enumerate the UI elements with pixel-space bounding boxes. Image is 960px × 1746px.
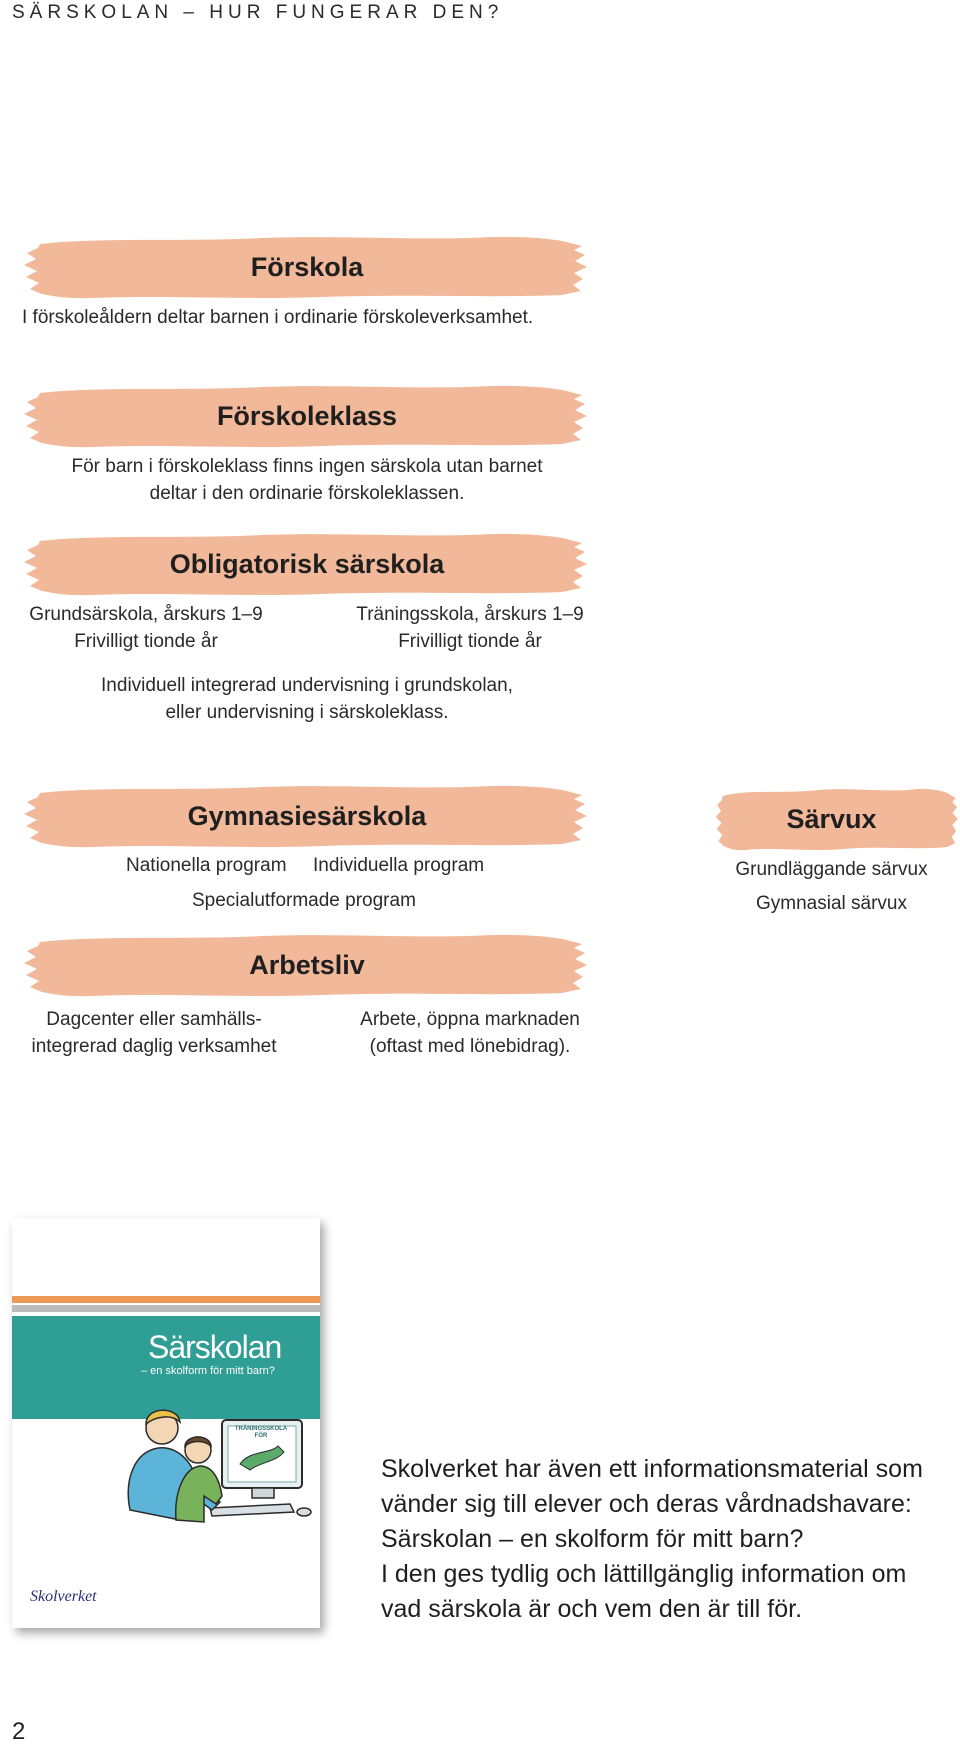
section-heading-sarvux: Särvux bbox=[786, 804, 877, 834]
sarvux-gymnasial: Gymnasial särvux bbox=[756, 893, 907, 914]
arbete-line1: Arbete, öppna marknaden bbox=[360, 1009, 580, 1030]
traningsskola-line1: Träningsskola, årskurs 1–9 bbox=[356, 604, 584, 625]
forskoleklass-line2: deltar i den ordinarie förskoleklassen. bbox=[149, 483, 465, 504]
section-heading-forskoleklass: Förskoleklass bbox=[216, 401, 398, 431]
arbete-line2: (oftast med lönebidrag). bbox=[369, 1036, 571, 1057]
dagcenter-line1: Dagcenter eller samhälls- bbox=[46, 1009, 262, 1030]
grundsarskola-line1: Grundsärskola, årskurs 1–9 bbox=[29, 604, 263, 625]
page-number: 2 bbox=[12, 1718, 26, 1745]
section-heading-arbetsliv: Arbetsliv bbox=[249, 950, 365, 980]
section-heading-gymnasie: Gymnasiesärskola bbox=[187, 801, 427, 831]
dagcenter-line2: integrerad daglig verksamhet bbox=[31, 1036, 277, 1057]
promo-line4: I den ges tydlig och lättillgänglig information om bbox=[381, 1560, 907, 1588]
forskola-text: I förskoleåldern deltar barnen i ordinarie förskoleverksamhet. bbox=[22, 307, 534, 328]
integrerad-note-line2: eller undervisning i särskoleklass. bbox=[165, 702, 449, 723]
integrerad-note-line1: Individuell integrerad undervisning i grundskolan, bbox=[101, 675, 513, 696]
children-at-computer-illustration bbox=[100, 1400, 320, 1530]
cover-title: Särskolan bbox=[148, 1329, 282, 1365]
section-heading-forskola: Förskola bbox=[250, 252, 364, 282]
grundsarskola-line2: Frivilligt tionde år bbox=[74, 631, 218, 652]
section-heading-obligatorisk: Obligatorisk särskola bbox=[169, 549, 445, 579]
promo-line1: Skolverket har även ett informationsmaterial som bbox=[381, 1455, 923, 1483]
promo-line2: vänder sig till elever och deras vårdnadshavare: bbox=[381, 1490, 912, 1518]
promo-line3: Särskolan – en skolform för mitt barn? bbox=[381, 1525, 804, 1553]
program-nationella: Nationella program bbox=[126, 855, 287, 876]
program-individuella: Individuella program bbox=[313, 855, 485, 876]
cover-stripe bbox=[12, 1296, 320, 1303]
forskoleklass-line1: För barn i förskoleklass finns ingen särskola utan barnet bbox=[71, 456, 543, 477]
cover-stripe bbox=[12, 1305, 320, 1312]
screen-label: TRÄNINGSSKOLA FÖR bbox=[234, 1426, 288, 1439]
skolverket-logo: Skolverket bbox=[30, 1588, 97, 1605]
program-specialutformade: Specialutformade program bbox=[192, 890, 416, 911]
traningsskola-line2: Frivilligt tionde år bbox=[398, 631, 542, 652]
promo-line5: vad särskola är och vem den är till för. bbox=[381, 1595, 803, 1623]
sarvux-grundlaggande: Grundläggande särvux bbox=[735, 859, 928, 880]
page-header: SÄRSKOLAN – HUR FUNGERAR DEN? bbox=[12, 2, 504, 23]
brochure-cover bbox=[12, 1218, 320, 1628]
cover-subtitle: – en skolform för mitt barn? bbox=[141, 1365, 275, 1377]
